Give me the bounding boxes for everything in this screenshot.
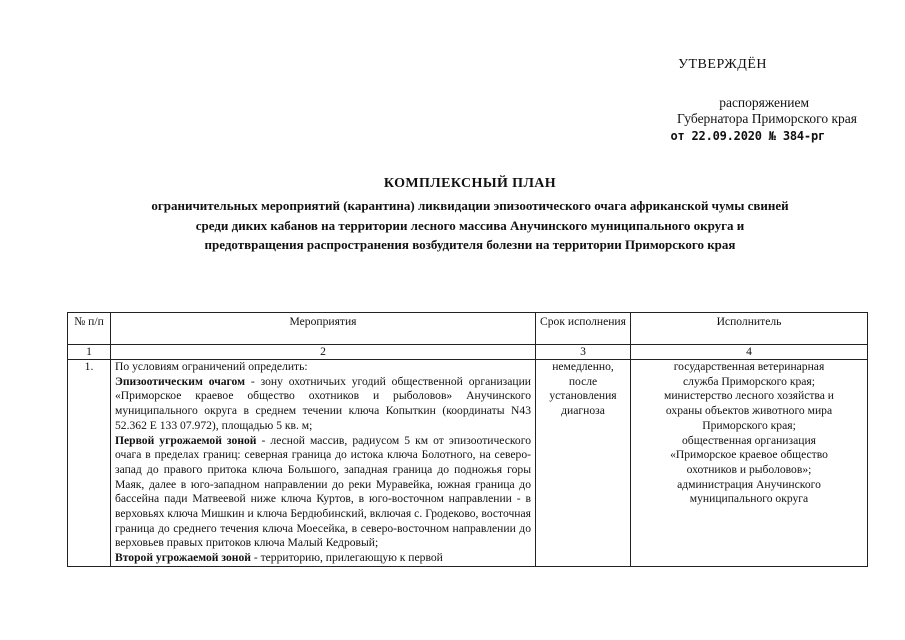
deadline-line: установления: [549, 389, 617, 403]
zone1-term: Первой угрожаемой зоной: [115, 433, 257, 447]
column-number: 2: [111, 345, 536, 360]
executor-line: муниципального округа: [689, 492, 809, 506]
measures-zone2: [115, 551, 531, 566]
plan-table: [67, 312, 868, 567]
executor-line: государственная ветеринарная: [673, 360, 825, 373]
column-number: 3: [536, 345, 631, 360]
executor-line: охотников и рыболовов»;: [686, 462, 812, 476]
measures-intro: По условиям ограничений определить:: [115, 360, 308, 373]
column-header-deadline: Срок исполнения: [536, 313, 631, 345]
deadline-line: немедленно,: [552, 360, 614, 373]
approval-governor: Губернатора Приморского края: [677, 111, 857, 126]
subtitle-line: среди диких кабанов на территории лесного массива Анучинского муниципального округа и: [195, 217, 745, 233]
deadline-line: диагноза: [561, 404, 605, 418]
document-title: КОМПЛЕКСНЫЙ ПЛАН: [383, 176, 557, 191]
measures-focus: [115, 375, 531, 434]
column-header-executor: Исполнитель: [631, 313, 868, 345]
measures-zone1: [115, 434, 531, 552]
executor-line: «Приморское краевое общество: [670, 448, 828, 462]
approval-stamp-title: УТВЕРЖДЁН: [678, 57, 767, 72]
zone1-text: - лесной массив, радиусом 5 км от эпизоотического очага в пределах границ: северная граница до истока ключа Болотного, на северо-запад до правого притока ключа Большого, западная граница до подножья горы Маяк, далее в юго-западном направлении до реки Муравейка, южная граница до бассейна пади Матвеевой ниже ключа Куртов, в юго-восточном направлении - в верховьях ключа Мишкин и ключа Бердюбинский, включая с. Гродеково, восточная граница до среднего течения ключа Моесейка, в северо-восточном направлении до верховьев правых притоков ключа Малый Кедровый;: [115, 433, 531, 550]
column-number-row: [68, 345, 868, 360]
executor-line: Приморского края;: [702, 418, 796, 432]
executor-line: служба Приморского края;: [683, 374, 815, 388]
approval-by: распоряжением: [719, 95, 809, 110]
executor-line: министерство лесного хозяйства и: [664, 389, 834, 403]
zone2-term: Второй угрожаемой зоной: [115, 551, 251, 565]
subtitle-line: ограничительных мероприятий (карантина) ликвидации эпизоотического очага африканской чумы свиней: [151, 198, 789, 213]
table-row: [68, 360, 868, 567]
column-header-number: № п/п: [68, 313, 111, 345]
measures-cell: [111, 360, 536, 567]
row-number: 1.: [68, 360, 111, 567]
executor-line: администрация Анучинского: [677, 477, 821, 491]
executor-line: охраны объектов животного мира: [665, 404, 833, 418]
column-number: 4: [631, 345, 868, 360]
document-subtitle: [70, 196, 870, 255]
focus-text: - зону охотничьих угодий общественной организации «Приморское краевое общество охотников и рыболовов» Анучинского муниципального округа в среднем течении ключа Копыткин (координаты N43 52.362 E 133 07.972), площадью 5 кв. м;: [115, 374, 531, 432]
zone2-text: - территорию, прилегающую к первой: [250, 551, 443, 565]
deadline-line: после: [568, 374, 598, 388]
column-header-measures: Мероприятия: [111, 313, 536, 345]
subtitle-line: предотвращения распространения возбудителя болезни на территории Приморского края: [204, 237, 736, 252]
deadline-cell: [536, 360, 631, 567]
executor-cell: [631, 360, 868, 567]
table-header-row: [68, 313, 868, 345]
column-number: 1: [68, 345, 111, 360]
focus-term: Эпизоотическим очагом: [115, 374, 246, 388]
approval-date-number: от 22.09.2020 № 384-рг: [670, 129, 825, 143]
executor-line: общественная организация: [682, 433, 816, 447]
